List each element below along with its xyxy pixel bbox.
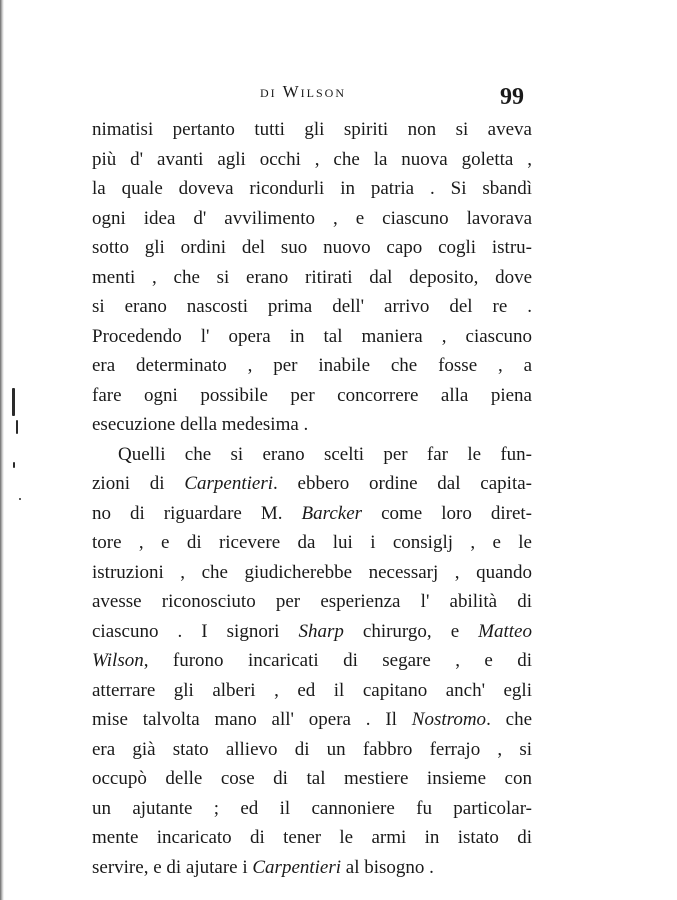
running-head: di Wilson	[260, 82, 346, 101]
italic-run: Sharp	[298, 620, 344, 642]
text-line: nimatisi pertanto tutti gli spiriti non si aveva	[92, 119, 532, 140]
margin-speck	[13, 462, 15, 468]
text-line: avesse riconosciuto per esperienza l' abilità di	[92, 591, 532, 612]
text-line: tore , e di ricevere da lui i consiglj , e le	[92, 532, 532, 553]
text-line: esecuzione della medesima .	[92, 414, 309, 435]
text-run: ciascuno . I signori	[92, 620, 299, 642]
binding-edge	[0, 0, 4, 900]
page-number: 99	[500, 84, 524, 110]
text-line: sotto gli ordini del suo nuovo capo cogli istru-	[92, 237, 532, 258]
text-line: menti , che si erano ritirati dal deposito, dove	[92, 266, 532, 288]
text-line: fare ogni possibile per concorrere alla piena	[92, 384, 532, 406]
body-text	[92, 115, 532, 882]
text-line	[92, 617, 532, 647]
text-line: era determinato , per inabile che fosse , a	[92, 355, 532, 376]
text-line	[92, 705, 532, 735]
italic-run: Carpentieri	[184, 473, 273, 494]
text-line	[92, 499, 532, 529]
text-line	[92, 646, 532, 676]
text-line	[92, 853, 532, 883]
margin-speck	[16, 420, 18, 434]
text-line: mente incaricato di tener le armi in istato di	[92, 827, 532, 848]
text-line	[92, 469, 532, 499]
italic-run: Barcker	[301, 502, 363, 524]
text-line: si erano nascosti prima dell' arrivo del re .	[92, 296, 532, 317]
text-run: no di riguardare M.	[92, 502, 302, 524]
text-line: un ajutante ; ed il cannoniere fu particolar-	[92, 797, 532, 819]
text-line: istruzioni , che giudicherebbe necessarj , quando	[92, 561, 532, 583]
text-line: Procedendo l' opera in tal maniera , ciascuno	[92, 325, 532, 347]
text-line: ogni idea d' avvilimento , e ciascuno lavorava	[92, 207, 532, 229]
text-line: occupò delle cose di tal mestiere insieme con	[92, 768, 532, 789]
text-run: . ebbero ordine dal capita-	[273, 473, 532, 494]
text-line: la quale doveva ricondurli in patria . Si sbandì	[92, 178, 532, 199]
text-run: chirurgo, e	[343, 620, 479, 642]
text-run: al bisogno .	[341, 856, 434, 878]
text-run: . che	[486, 709, 532, 730]
text-run: , furono incaricati di segare , e di	[143, 650, 532, 671]
margin-speck	[19, 498, 21, 500]
italic-run: Carpentieri	[252, 856, 342, 878]
italic-run: Wilson	[92, 650, 144, 671]
text-line: più d' avanti agli occhi , che la nuova goletta ,	[92, 148, 532, 170]
italic-run: Nostromo	[411, 709, 487, 730]
text-run: come loro diret-	[362, 502, 532, 524]
italic-run: Matteo	[478, 620, 532, 642]
text-run: zioni di	[92, 473, 185, 494]
text-line: Quelli che si erano scelti per far le fun-	[118, 443, 532, 465]
text-line: era già stato allievo di un fabbro ferrajo , si	[92, 738, 532, 760]
text-run: servire, e di ajutare i	[92, 856, 253, 878]
text-run: mise talvolta mano all' opera . Il	[92, 709, 412, 730]
text-line: atterrare gli alberi , ed il capitano anch' egli	[92, 679, 532, 701]
margin-speck	[12, 388, 15, 416]
